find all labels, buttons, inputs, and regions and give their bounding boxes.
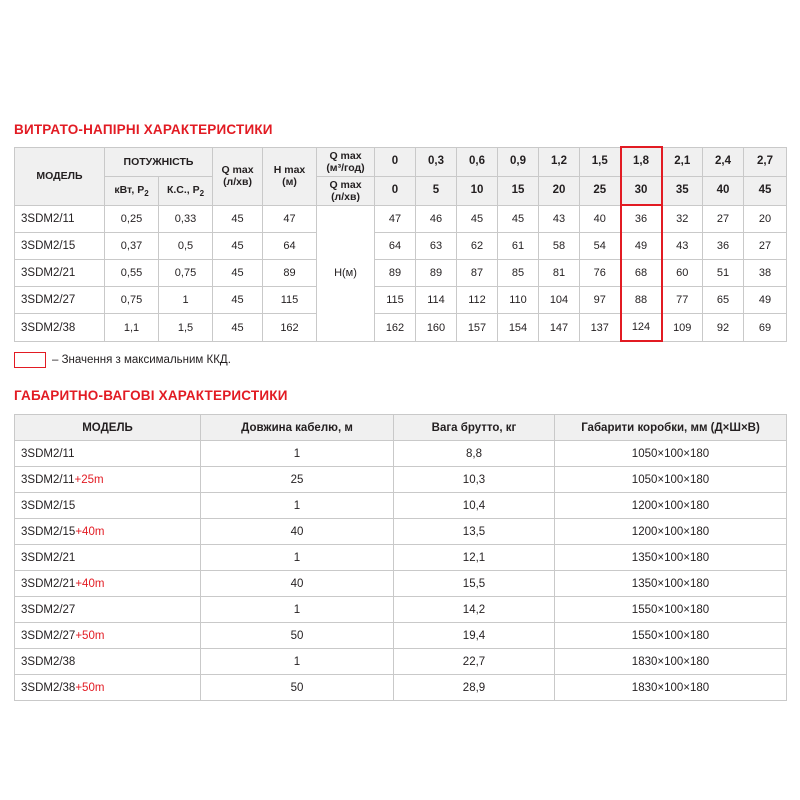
- head-value: 64: [375, 233, 416, 260]
- head-value: 46: [416, 205, 457, 233]
- row-model: [15, 649, 201, 675]
- head-value: 61: [498, 233, 539, 260]
- head-value: 110: [498, 287, 539, 314]
- head-value: 160: [416, 314, 457, 342]
- head-value: 40: [580, 205, 621, 233]
- head-value: 97: [580, 287, 621, 314]
- performance-table: [14, 146, 787, 342]
- legend: [14, 352, 231, 368]
- row-kw: 0,55: [105, 260, 159, 287]
- row-model-name: 3SDM2/21: [21, 577, 76, 590]
- header-model: МОДЕЛЬ: [15, 415, 201, 441]
- performance-table-head: [15, 147, 787, 205]
- table-row: [15, 545, 787, 571]
- head-value: 69: [744, 314, 787, 342]
- header-gross-weight: Вага брутто, кг: [394, 415, 555, 441]
- table-row: [15, 441, 787, 467]
- header-qmax-unit: (л/хв): [223, 176, 252, 189]
- row-model-name: 3SDM2/21: [21, 551, 76, 564]
- header-qmax-label: Q max: [221, 164, 254, 177]
- row-kw: 0,37: [105, 233, 159, 260]
- row-weight: 19,4: [394, 623, 555, 649]
- head-value-best: 49: [621, 233, 662, 260]
- row-hp: 0,75: [159, 260, 213, 287]
- row-box: 1830×100×180: [555, 675, 787, 701]
- head-value: 36: [703, 233, 744, 260]
- row-cable: 50: [201, 675, 394, 701]
- row-box: 1550×100×180: [555, 597, 787, 623]
- row-box: 1350×100×180: [555, 571, 787, 597]
- row-qmax: 45: [213, 314, 263, 342]
- flow-m3h-2: 0,6: [457, 147, 498, 176]
- table-row: [15, 519, 787, 545]
- dimensions-table-head: [15, 415, 787, 441]
- head-value: 65: [703, 287, 744, 314]
- flow-lmin-7: 35: [662, 176, 703, 205]
- head-axis-label: H(м): [317, 205, 375, 341]
- table-row: [15, 205, 787, 233]
- row-hp: 0,33: [159, 205, 213, 233]
- row-model: 3SDM2/21: [15, 260, 105, 287]
- header-power-hp: [159, 176, 213, 205]
- table-row: [15, 467, 787, 493]
- performance-table-body: [15, 205, 787, 341]
- flow-lmin-4: 20: [539, 176, 580, 205]
- row-hmax: 47: [263, 205, 317, 233]
- head-value: 109: [662, 314, 703, 342]
- header-hmax-label: H max: [273, 164, 306, 177]
- head-value: 54: [580, 233, 621, 260]
- head-value: 43: [662, 233, 703, 260]
- table-header-row-1: [15, 147, 787, 176]
- head-value: 85: [498, 260, 539, 287]
- row-kw: 1,1: [105, 314, 159, 342]
- row-model-name: 3SDM2/27: [21, 603, 76, 616]
- head-value: 104: [539, 287, 580, 314]
- head-value: 76: [580, 260, 621, 287]
- row-hp: 0,5: [159, 233, 213, 260]
- row-model: 3SDM2/27: [15, 287, 105, 314]
- head-value: 81: [539, 260, 580, 287]
- head-value-best: 36: [621, 205, 662, 233]
- row-box: 1050×100×180: [555, 441, 787, 467]
- flow-lmin-5: 25: [580, 176, 621, 205]
- row-qmax: 45: [213, 205, 263, 233]
- row-qmax: 45: [213, 233, 263, 260]
- head-value-best: 124: [621, 314, 662, 342]
- row-model-name: 3SDM2/15: [21, 499, 76, 512]
- flow-m3h-4: 1,2: [539, 147, 580, 176]
- row-weight: 8,8: [394, 441, 555, 467]
- table-row: [15, 233, 787, 260]
- header-qmax: [213, 147, 263, 205]
- header-qmax-lmin-unit: (л/хв): [331, 190, 360, 203]
- header-hmax: [263, 147, 317, 205]
- row-cable: 1: [201, 493, 394, 519]
- row-weight: 14,2: [394, 597, 555, 623]
- table-row: [15, 597, 787, 623]
- row-model: [15, 441, 201, 467]
- header-hmax-unit: (м): [282, 176, 297, 189]
- head-value: 47: [375, 205, 416, 233]
- table-header-row: [15, 415, 787, 441]
- flow-m3h-6: 1,8: [621, 147, 662, 176]
- row-cable: 1: [201, 441, 394, 467]
- table-row: [15, 649, 787, 675]
- flow-m3h-1: 0,3: [416, 147, 457, 176]
- head-value: 137: [580, 314, 621, 342]
- row-cable: 1: [201, 545, 394, 571]
- table-header-row-2: [15, 176, 787, 205]
- head-value: 43: [539, 205, 580, 233]
- header-power-kw: [105, 176, 159, 205]
- header-power-kw-sub: 2: [144, 188, 149, 198]
- row-weight: 13,5: [394, 519, 555, 545]
- performance-section-title: ВИТРАТО-НАПІРНІ ХАРАКТЕРИСТИКИ: [14, 122, 273, 137]
- head-value: 77: [662, 287, 703, 314]
- flow-lmin-1: 5: [416, 176, 457, 205]
- table-row: [15, 260, 787, 287]
- row-box: 1050×100×180: [555, 467, 787, 493]
- head-value: 45: [498, 205, 539, 233]
- row-model: 3SDM2/15: [15, 233, 105, 260]
- row-hmax: 162: [263, 314, 317, 342]
- head-value: 58: [539, 233, 580, 260]
- flow-m3h-5: 1,5: [580, 147, 621, 176]
- head-value: 27: [703, 205, 744, 233]
- dimensions-table-body: [15, 441, 787, 701]
- row-cable: 40: [201, 519, 394, 545]
- head-value: 63: [416, 233, 457, 260]
- row-model-name: 3SDM2/15: [21, 525, 76, 538]
- row-model: [15, 519, 201, 545]
- row-qmax: 45: [213, 260, 263, 287]
- flow-lmin-6: 30: [621, 176, 662, 205]
- header-qmax-lmin-label: Q max: [329, 178, 362, 191]
- header-qmax-lmin: [317, 176, 375, 205]
- header-qmax-m3-unit: (м³/год): [326, 161, 365, 174]
- head-value: 32: [662, 205, 703, 233]
- row-model: [15, 571, 201, 597]
- flow-lmin-2: 10: [457, 176, 498, 205]
- header-power-hp-label: К.С., Р: [166, 183, 200, 196]
- flow-lmin-8: 40: [703, 176, 744, 205]
- head-value: 115: [375, 287, 416, 314]
- row-cable: 1: [201, 649, 394, 675]
- row-box: 1830×100×180: [555, 649, 787, 675]
- row-model-suffix: +50m: [75, 681, 105, 694]
- head-value: 112: [457, 287, 498, 314]
- head-value: 62: [457, 233, 498, 260]
- row-weight: 12,1: [394, 545, 555, 571]
- row-cable: 25: [201, 467, 394, 493]
- row-weight: 10,4: [394, 493, 555, 519]
- row-model: 3SDM2/38: [15, 314, 105, 342]
- row-model-name: 3SDM2/38: [21, 681, 76, 694]
- header-cable-length: Довжина кабелю, м: [201, 415, 394, 441]
- row-box: 1350×100×180: [555, 545, 787, 571]
- row-kw: 0,75: [105, 287, 159, 314]
- flow-m3h-7: 2,1: [662, 147, 703, 176]
- row-model: 3SDM2/11: [15, 205, 105, 233]
- head-value: 20: [744, 205, 787, 233]
- dimensions-table: [14, 414, 787, 701]
- head-value: 51: [703, 260, 744, 287]
- row-model-name: 3SDM2/11: [21, 447, 75, 460]
- row-model-suffix: +40m: [75, 577, 105, 590]
- row-hp: 1,5: [159, 314, 213, 342]
- table-row: [15, 623, 787, 649]
- flow-m3h-0: 0: [375, 147, 416, 176]
- table-row: [15, 314, 787, 342]
- head-value: 154: [498, 314, 539, 342]
- row-weight: 22,7: [394, 649, 555, 675]
- row-box: 1200×100×180: [555, 493, 787, 519]
- row-box: 1550×100×180: [555, 623, 787, 649]
- header-power-hp-sub: 2: [199, 188, 205, 198]
- dimensions-section-title: ГАБАРИТНО-ВАГОВІ ХАРАКТЕРИСТИКИ: [14, 388, 288, 403]
- table-row: [15, 493, 787, 519]
- row-model-name: 3SDM2/38: [21, 655, 76, 668]
- header-qmax-m3: [317, 147, 375, 176]
- row-weight: 10,3: [394, 467, 555, 493]
- header-power: ПОТУЖНІСТЬ: [105, 147, 213, 176]
- head-value: 92: [703, 314, 744, 342]
- row-model: [15, 675, 201, 701]
- row-hmax: 115: [263, 287, 317, 314]
- head-value: 147: [539, 314, 580, 342]
- flow-lmin-0: 0: [375, 176, 416, 205]
- head-value: 38: [744, 260, 787, 287]
- flow-lmin-3: 15: [498, 176, 539, 205]
- row-hp: 1: [159, 287, 213, 314]
- head-value-best: 88: [621, 287, 662, 314]
- head-value: 114: [416, 287, 457, 314]
- table-row: [15, 675, 787, 701]
- head-value: 87: [457, 260, 498, 287]
- row-model-name: 3SDM2/27: [21, 629, 76, 642]
- row-model-suffix: +25m: [74, 473, 104, 486]
- row-model: [15, 493, 201, 519]
- row-hmax: 89: [263, 260, 317, 287]
- row-cable: 50: [201, 623, 394, 649]
- row-qmax: 45: [213, 287, 263, 314]
- table-row: [15, 571, 787, 597]
- flow-m3h-9: 2,7: [744, 147, 787, 176]
- row-weight: 28,9: [394, 675, 555, 701]
- header-model: МОДЕЛЬ: [15, 147, 105, 205]
- head-value: 157: [457, 314, 498, 342]
- head-value: 89: [375, 260, 416, 287]
- flow-m3h-3: 0,9: [498, 147, 539, 176]
- table-row: [15, 287, 787, 314]
- row-model-suffix: +40m: [75, 525, 105, 538]
- row-model: [15, 467, 201, 493]
- head-value: 89: [416, 260, 457, 287]
- header-box-dimensions: Габарити коробки, мм (Д×Ш×В): [555, 415, 787, 441]
- row-cable: 40: [201, 571, 394, 597]
- row-model: [15, 623, 201, 649]
- flow-lmin-9: 45: [744, 176, 787, 205]
- row-model-name: 3SDM2/11: [21, 473, 75, 486]
- head-value: 45: [457, 205, 498, 233]
- head-value: 27: [744, 233, 787, 260]
- row-model: [15, 597, 201, 623]
- row-model-suffix: +50m: [75, 629, 105, 642]
- row-kw: 0,25: [105, 205, 159, 233]
- row-cable: 1: [201, 597, 394, 623]
- row-hmax: 64: [263, 233, 317, 260]
- flow-m3h-8: 2,4: [703, 147, 744, 176]
- row-box: 1200×100×180: [555, 519, 787, 545]
- row-model: [15, 545, 201, 571]
- head-value-best: 68: [621, 260, 662, 287]
- head-value: 60: [662, 260, 703, 287]
- row-weight: 15,5: [394, 571, 555, 597]
- legend-text: – Значення з максимальним ККД.: [52, 354, 231, 366]
- header-power-kw-label: кВт, Р: [114, 183, 145, 196]
- legend-swatch-icon: [14, 352, 46, 368]
- header-qmax-m3-label: Q max: [329, 149, 362, 162]
- head-value: 162: [375, 314, 416, 342]
- head-value: 49: [744, 287, 787, 314]
